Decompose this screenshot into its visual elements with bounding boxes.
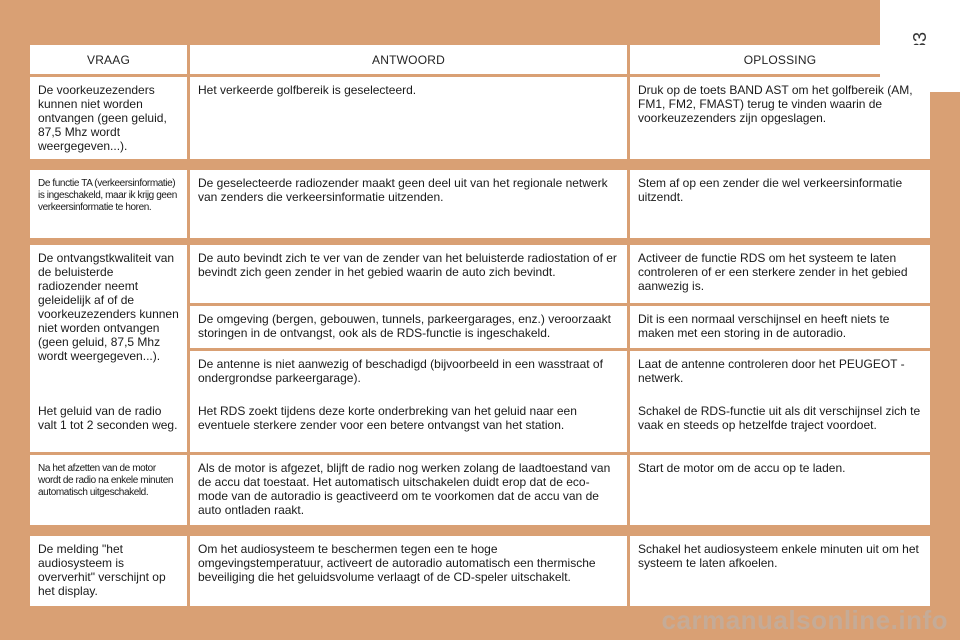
solution-cell: Activeer de functie RDS om het systeem te laten controleren of er een sterkere zender in het gebied aanwezig is. — [630, 245, 930, 303]
question-cell: De voorkeuzezenders kunnen niet worden ontvangen (geen geluid, 87,5 Mhz wordt weergegeven...). — [30, 77, 187, 159]
answer-cell: Het RDS zoekt tijdens deze korte onderbreking van het geluid naar een eventuele sterkere zender voor een betere ontvangst van het station. — [190, 398, 627, 452]
header-solution: OPLOSSING — [630, 45, 930, 74]
answer-cell: Het verkeerde golfbereik is geselecteerd. — [190, 77, 627, 159]
header-answer: ANTWOORD — [190, 45, 627, 74]
solution-cell: Stem af op een zender die wel verkeersinformatie uitzendt. — [630, 170, 930, 238]
answer-cell: De omgeving (bergen, gebouwen, tunnels, parkeergarages, enz.) veroorzaakt storingen in de ontvangst, ook als de RDS-functie is ingeschakeld. — [190, 306, 627, 348]
answer-cell: De antenne is niet aanwezig of beschadigd (bijvoorbeeld in een wasstraat of ondergrondse parkeergarage). — [190, 351, 627, 434]
watermark: carmanualsonline.info — [661, 605, 948, 635]
question-cell: Het geluid van de radio valt 1 tot 2 seconden weg. — [30, 398, 187, 452]
answer-cell: De auto bevindt zich te ver van de zender van het beluisterde radiostation of er bevindt zich geen zender in het gebied waarin de auto zich bevindt. — [190, 245, 627, 303]
answer-cell: Als de motor is afgezet, blijft de radio nog werken zolang de laadtoestand van de accu dat toestaat. Het automatisch uitschakelen duidt erop dat de eco-mode van de autoradio is geactiveerd om te voorkomen dat de accu van de auto ontladen raakt. — [190, 455, 627, 525]
solution-cell: Start de motor om de accu op te laden. — [630, 455, 930, 525]
answer-cell: Om het audiosysteem te beschermen tegen een te hoge omgevingstemperatuur, activeert de autoradio automatisch een thermische beveiliging die het geluidsvolume verlaagt of de CD-speler uitschakelt. — [190, 536, 627, 606]
question-cell: De melding "het audiosysteem is oververhit" verschijnt op het display. — [30, 536, 187, 606]
solution-cell: Laat de antenne controleren door het PEUGEOT -netwerk. — [630, 351, 930, 434]
header-question: VRAAG — [30, 45, 187, 74]
answer-cell: De geselecteerde radiozender maakt geen deel uit van het regionale netwerk van zenders die verkeersinformatie uitzenden. — [190, 170, 627, 238]
question-cell: De functie TA (verkeersinformatie) is ingeschakeld, maar ik krijg geen verkeersinformatie te horen. — [30, 170, 187, 238]
question-cell: De ontvangstkwaliteit van de beluisterde radiozender neemt geleidelijk af of de voorkeuzezenders kunnen niet worden ontvangen (geen geluid, 87,5 Mhz wordt weergegeven...). — [30, 245, 187, 434]
question-cell: Na het afzetten van de motor wordt de radio na enkele minuten automatisch uitgeschakeld. — [30, 455, 187, 525]
solution-cell: Schakel het audiosysteem enkele minuten uit om het systeem te laten afkoelen. — [630, 536, 930, 606]
solution-cell: Druk op de toets BAND AST om het golfbereik (AM, FM1, FM2, FMAST) terug te vinden waarin de voorkeuzezenders zijn opgeslagen. — [630, 77, 930, 159]
solution-cell: Dit is een normaal verschijnsel en heeft niets te maken met een storing in de autoradio. — [630, 306, 930, 348]
solution-cell: Schakel de RDS-functie uit als dit verschijnsel zich te vaak en steeds op hetzelfde traject voordoet. — [630, 398, 930, 452]
